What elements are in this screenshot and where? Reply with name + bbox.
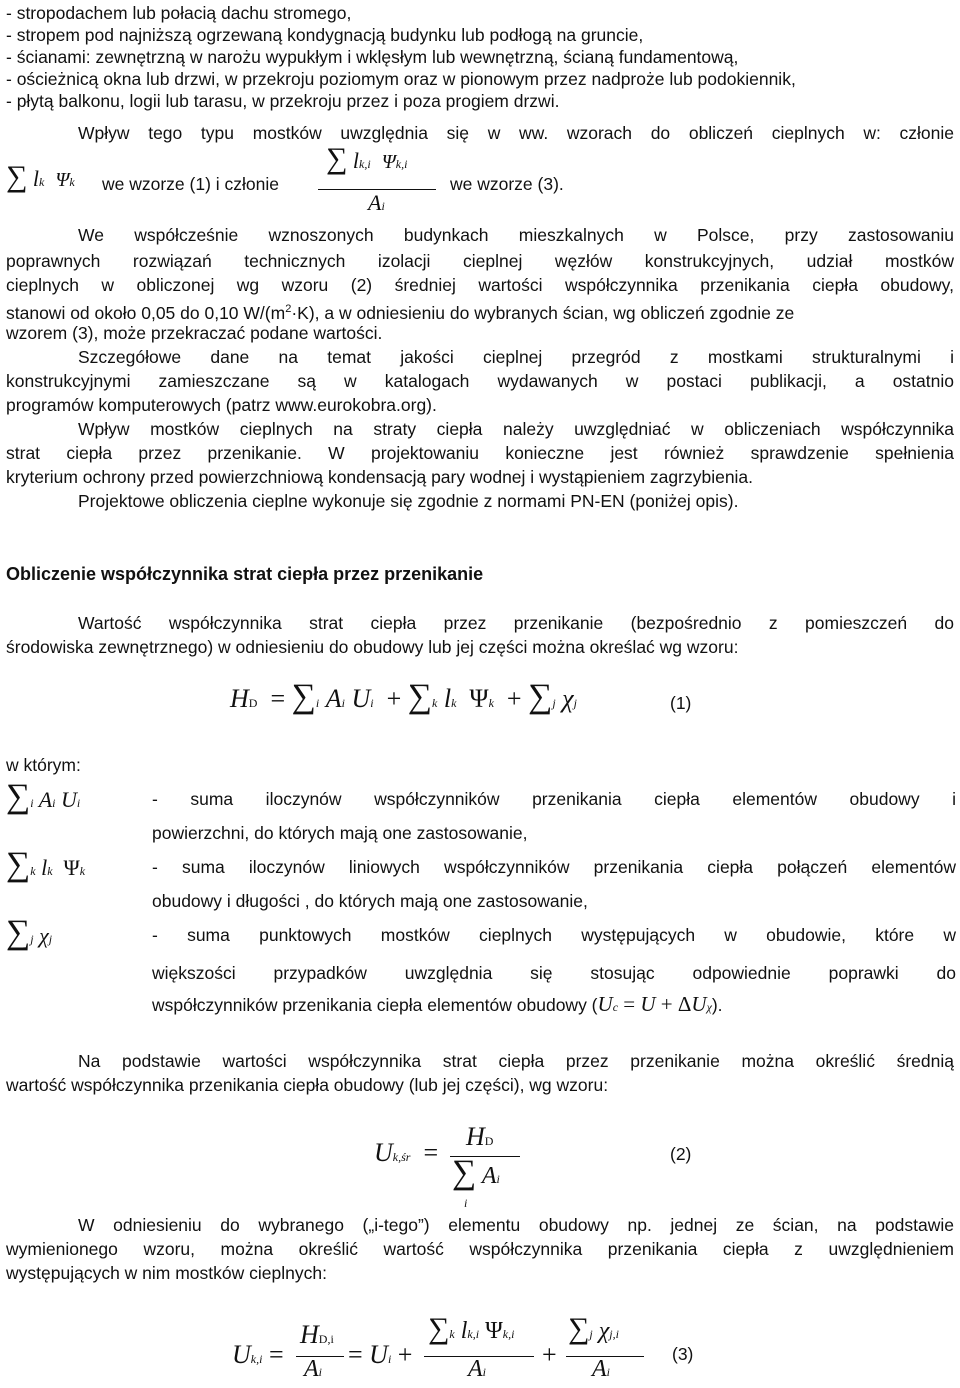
def3-end: ). <box>711 995 723 1015</box>
formula-text-1: we wzorze (1) i członie <box>102 174 279 194</box>
eq3-f2-den: Ai <box>468 1356 487 1382</box>
eq3-f2-num: ∑k lk,i Ψk,i <box>428 1312 515 1345</box>
para-wartosc-line-2: środowiska zewnętrznego) w odniesieniu do obudowy lub jej części można określać wg wzoru: <box>6 637 739 657</box>
def3-line-3 <box>152 992 723 1017</box>
eq2-denominator: ∑ Ai <box>452 1154 500 1191</box>
para-wplyw-line-2: strat ciepła przez przenikanie. W projektowaniu konieczne jest również sprawdzenie spełnienia <box>6 443 954 463</box>
eq3-mid: = Ui + <box>348 1340 413 1369</box>
intro-line-2: - stropem pod najniższą ogrzewaną kondygnacją budynku lub podłogą na gruncie, <box>6 25 644 45</box>
para-we-line-1: We współcześnie wznoszonych budynkach mieszkalnych w Polsce, przy zastosowaniu <box>78 225 954 245</box>
eq3-f3-den: Ai <box>592 1356 611 1382</box>
eq2-lhs: Uk,śr = <box>374 1138 439 1167</box>
eq3-f1-num: HD,i <box>300 1320 334 1349</box>
para-wodn-line-2: wymienionego wzoru, można określić wartość współczynnika przenikania ciepła z uwzględnieniem <box>6 1239 954 1259</box>
def3-symbol: ∑j χj <box>6 914 53 951</box>
intro-line-3: - ścianami: zewnętrzną w narożu wypukłym i wklęsłym lub wewnętrzną, ścianą fundamentową, <box>6 47 739 67</box>
para-wartosc-line-1: Wartość współczynnika strat ciepła przez przenikanie (bezpośrednio z pomieszczeń do <box>78 613 954 633</box>
frac-denominator: Ai <box>368 190 385 215</box>
formula-text-2: we wzorze (3). <box>450 174 564 194</box>
def1-symbol: ∑i Ai Ui <box>6 778 81 815</box>
eq2-numerator: HD <box>466 1122 494 1151</box>
def1-line-1: - suma iloczynów współczynników przenikania ciepła elementów obudowy i <box>152 789 956 809</box>
para-wplyw-line-3: kryterium ochrony przed powierzchniową kondensacją pary wodnej i wystąpieniem zagrzybienia. <box>6 467 754 487</box>
intro-line-1: - stropodachem lub połacią dachu stromego, <box>6 3 352 23</box>
eq3-f3-num: ∑j χj,i <box>568 1312 619 1345</box>
para-wplyw-line-1: Wpływ mostków cieplnych na straty ciepła należy uwzględniać w obliczeniach współczynnika <box>78 419 954 439</box>
wplyw-line: Wpływ tego typu mostków uwzględnia się w ww. wzorach do obliczeń cieplnych w: członie <box>78 123 954 143</box>
para-wodn-line-1: W odniesieniu do wybranego („i-tego”) elementu obudowy np. jednej ze ścian, na podstawie <box>78 1215 954 1235</box>
para-we-line-4b: ·K), a w odniesieniu do wybranych ścian, wg obliczeń zgodnie ze <box>291 302 795 323</box>
def2-line-1: - suma iloczynów liniowych współczynników przenikania ciepła połączeń elementów <box>152 857 956 877</box>
def3-formula: Uc = U + ΔUχ <box>597 992 712 1016</box>
w-ktorym: w którym: <box>6 755 81 775</box>
eq1-body: HD = ∑i Ai Ui + ∑k lk Ψk + ∑j χj <box>230 678 577 715</box>
sum-lk-psik-inline: ∑ lk Ψk <box>6 160 75 193</box>
para-we-line-4a: stanowi od około 0,05 do 0,10 W/(m <box>6 302 286 323</box>
def2-symbol: ∑k lk Ψk <box>6 846 86 883</box>
eq2-denominator-index: i <box>464 1196 468 1210</box>
eq3-lhs: Uk,i = <box>232 1340 284 1369</box>
def1-line-2: powierzchni, do których mają one zastosowanie, <box>152 823 528 843</box>
para-we-line-5: wzorem (3), może przekraczać podane wartości. <box>6 323 383 343</box>
def2-line-2: obudowy i długości , do których mają one zastosowanie, <box>152 891 588 911</box>
frac-numerator: ∑ lk,i Ψk,i <box>326 142 408 175</box>
para-we-line-3: cieplnych w obliczonej wg wzoru (2) średniej wartości współczynnika przenikania ciepła obudowy, <box>6 275 954 295</box>
eq3-plus: + <box>542 1340 557 1369</box>
para-proj: Projektowe obliczenia cieplne wykonuje się zgodnie z normami PN-EN (poniżej opis). <box>78 491 739 511</box>
para-napodst-line-2: wartość współczynnika przenikania ciepła obudowy (lub jej części), wg wzoru: <box>6 1075 609 1095</box>
eq3-f1-den: Ai <box>304 1356 323 1382</box>
para-szcz-line-1: Szczegółowe dane na temat jakości cieplnej przegród z mostkami strukturalnymi i <box>78 347 954 367</box>
def3-line-3-text: współczynników przenikania ciepła elementów obudowy ( <box>152 995 598 1015</box>
def3-line-1: - suma punktowych mostków cieplnych występujących w obudowie, które w <box>152 925 956 945</box>
eq2-number: (2) <box>670 1144 692 1164</box>
intro-line-4: - ościeżnicą okna lub drzwi, w przekroju poziomym oraz w pionowym przez nadproże lub podokiennik, <box>6 69 796 89</box>
def3-line-2: większości przypadków uwzględnia się stosując odpowiednie poprawki do <box>152 963 956 983</box>
para-szcz-line-3: programów komputerowych (patrz www.eurokobra.org). <box>6 395 437 415</box>
section-heading: Obliczenie współczynnika strat ciepła przez przenikanie <box>6 564 484 584</box>
para-we-line-2: poprawnych rozwiązań technicznych izolacji cieplnej węzłów konstrukcyjnych, udział mostków <box>6 251 954 271</box>
eq1-number: (1) <box>670 693 692 713</box>
intro-line-5: - płytą balkonu, logii lub tarasu, w przekroju przez i poza progiem drzwi. <box>6 91 560 111</box>
eq3-number: (3) <box>672 1344 694 1364</box>
para-napodst-line-1: Na podstawie wartości współczynnika strat ciepła przez przenikanie można określić średnią <box>78 1051 954 1071</box>
para-szcz-line-2: konstrukcyjnymi zamieszczane są w katalogach wydawanych w postaci publikacji, a ostatnio <box>6 371 954 391</box>
para-we-line-4 <box>6 298 954 324</box>
superscript-2: 2 <box>285 303 292 315</box>
para-wodn-line-3: występujących w nim mostków cieplnych: <box>6 1263 327 1283</box>
